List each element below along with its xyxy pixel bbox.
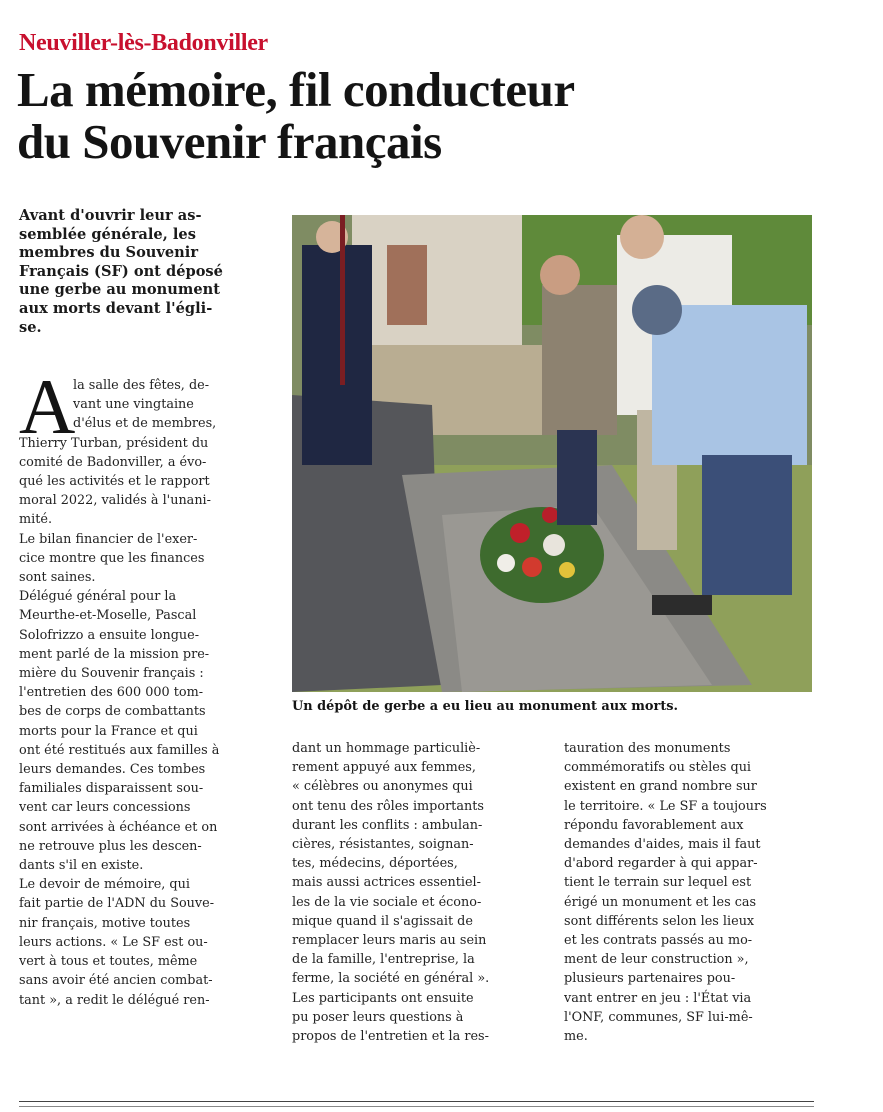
text-line: mité. bbox=[19, 512, 53, 528]
text-line: ment parlé de la mission pre- bbox=[19, 646, 210, 662]
text-line: leurs actions. « Le SF est ou- bbox=[19, 934, 208, 950]
headline-line: La mémoire, fil conducteur bbox=[17, 62, 575, 117]
text-line: tient le terrain sur lequel est bbox=[564, 875, 752, 891]
text-line: Thierry Turban, président du bbox=[19, 435, 209, 451]
text-line: comité de Badonviller, a évo- bbox=[19, 454, 207, 470]
text-line: Le bilan financier de l'exer- bbox=[19, 531, 198, 547]
text-line: érigé un monument et les cas bbox=[564, 894, 757, 910]
text-line: Solofrizzo a ensuite longue- bbox=[19, 627, 200, 643]
headline bbox=[17, 64, 877, 168]
text-line: la salle des fêtes, de- bbox=[73, 378, 210, 393]
text-line: vant entrer en jeu : l'État via bbox=[564, 990, 752, 1006]
text-line: sont arrivées à échéance et on bbox=[19, 819, 218, 835]
text-line: l'ONF, communes, SF lui-mê- bbox=[564, 1009, 753, 1025]
text-line: Français (SF) ont déposé bbox=[19, 262, 223, 280]
text-line: existent en grand nombre sur bbox=[564, 779, 757, 795]
text-line: bes de corps de combattants bbox=[19, 704, 206, 720]
text-line: l'entretien des 600 000 tom- bbox=[19, 685, 204, 701]
text-line: remplacer leurs maris au sein bbox=[292, 933, 487, 949]
text-line: propos de l'entretien et la res- bbox=[292, 1029, 489, 1045]
text-line: mais aussi actrices essentiel- bbox=[292, 875, 481, 891]
text-line: durant les conflits : ambulan- bbox=[292, 817, 483, 833]
text-line: me. bbox=[564, 1029, 588, 1045]
text-line: ont été restitués aux familles à bbox=[19, 742, 220, 758]
text-line: pu poser leurs questions à bbox=[292, 1009, 464, 1025]
text-line: mique quand il s'agissait de bbox=[292, 913, 473, 929]
text-line: ne retrouve plus les descen- bbox=[19, 838, 202, 854]
text-line: d'abord regarder à qui appar- bbox=[564, 856, 758, 872]
text-line: dants s'il en existe. bbox=[19, 858, 144, 874]
text-line: « célèbres ou anonymes qui bbox=[292, 779, 473, 795]
text-line: une gerbe au monument bbox=[19, 281, 220, 299]
text-line: cières, résistantes, soignan- bbox=[292, 837, 474, 853]
article-photo bbox=[292, 215, 812, 692]
dropcap: A bbox=[19, 363, 76, 450]
text-line: Délégué général pour la bbox=[19, 589, 177, 605]
text-line: mière du Souvenir français : bbox=[19, 666, 204, 682]
text-line: rement appuyé aux femmes, bbox=[292, 760, 476, 776]
text-line: et les contrats passés au mo- bbox=[564, 933, 753, 949]
text-line: tant », a redit le délégué ren- bbox=[19, 992, 210, 1008]
text-line: nir français, motive toutes bbox=[19, 915, 191, 931]
text-line: aux morts devant l'égli- bbox=[19, 299, 213, 317]
bottom-rule bbox=[19, 1101, 814, 1102]
text-line: de la famille, l'entreprise, la bbox=[292, 952, 475, 968]
article-column-2 bbox=[292, 739, 542, 1046]
text-line: tes, médecins, déportées, bbox=[292, 856, 458, 872]
photo-illustration bbox=[292, 215, 812, 692]
text-line: ferme, la société en général ». bbox=[292, 971, 490, 987]
text-line: vert à tous et toutes, même bbox=[19, 954, 198, 970]
text-line: ment de leur construction », bbox=[564, 952, 749, 968]
text-line: membres du Souvenir bbox=[19, 244, 199, 262]
text-line: sans avoir été ancien combat- bbox=[19, 973, 213, 989]
text-line: le territoire. « Le SF a toujours bbox=[564, 798, 767, 814]
text-line: vant une vingtaine bbox=[73, 397, 194, 413]
photo-caption: Un dépôt de gerbe a eu lieu au monument aux morts. bbox=[292, 699, 679, 714]
text-line: leurs demandes. Ces tombes bbox=[19, 762, 206, 778]
bottom-rule bbox=[19, 1106, 814, 1107]
text-line: commémoratifs ou stèles qui bbox=[564, 760, 752, 776]
lead-paragraph bbox=[19, 207, 274, 337]
text-line: Le devoir de mémoire, qui bbox=[19, 877, 190, 893]
text-line: les de la vie sociale et écono- bbox=[292, 894, 482, 910]
text-line: morts pour la France et qui bbox=[19, 723, 198, 739]
text-line: ont tenu des rôles importants bbox=[292, 798, 484, 814]
text-line: plusieurs partenaires pou- bbox=[564, 971, 736, 987]
headline-line: du Souvenir français bbox=[17, 114, 442, 169]
text-line: Les participants ont ensuite bbox=[292, 990, 474, 1006]
text-line: tauration des monuments bbox=[564, 741, 731, 756]
text-line: sont différents selon les lieux bbox=[564, 913, 755, 929]
text-line: semblée générale, les bbox=[19, 225, 196, 243]
text-line: familiales disparaissent sou- bbox=[19, 781, 204, 797]
article-column-1 bbox=[19, 363, 271, 1010]
text-line: Meurthe-et-Moselle, Pascal bbox=[19, 608, 197, 624]
text-line: cice montre que les finances bbox=[19, 550, 205, 566]
text-line: qué les activités et le rapport bbox=[19, 474, 210, 490]
text-line: demandes d'aides, mais il faut bbox=[564, 837, 761, 853]
text-line: d'élus et de membres, bbox=[73, 416, 217, 432]
text-line: dant un hommage particuliè- bbox=[292, 741, 481, 756]
text-line: vent car leurs concessions bbox=[19, 800, 191, 816]
text-line: fait partie de l'ADN du Souve- bbox=[19, 896, 215, 912]
text-line: Avant d'ouvrir leur as- bbox=[19, 207, 202, 224]
kicker: Neuviller-lès-Badonviller bbox=[19, 30, 268, 56]
text-line: sont saines. bbox=[19, 570, 96, 586]
text-line: se. bbox=[19, 318, 42, 336]
article-column-3 bbox=[564, 739, 814, 1046]
text-line: moral 2022, validés à l'unani- bbox=[19, 493, 211, 509]
text-line: répondu favorablement aux bbox=[564, 817, 744, 833]
